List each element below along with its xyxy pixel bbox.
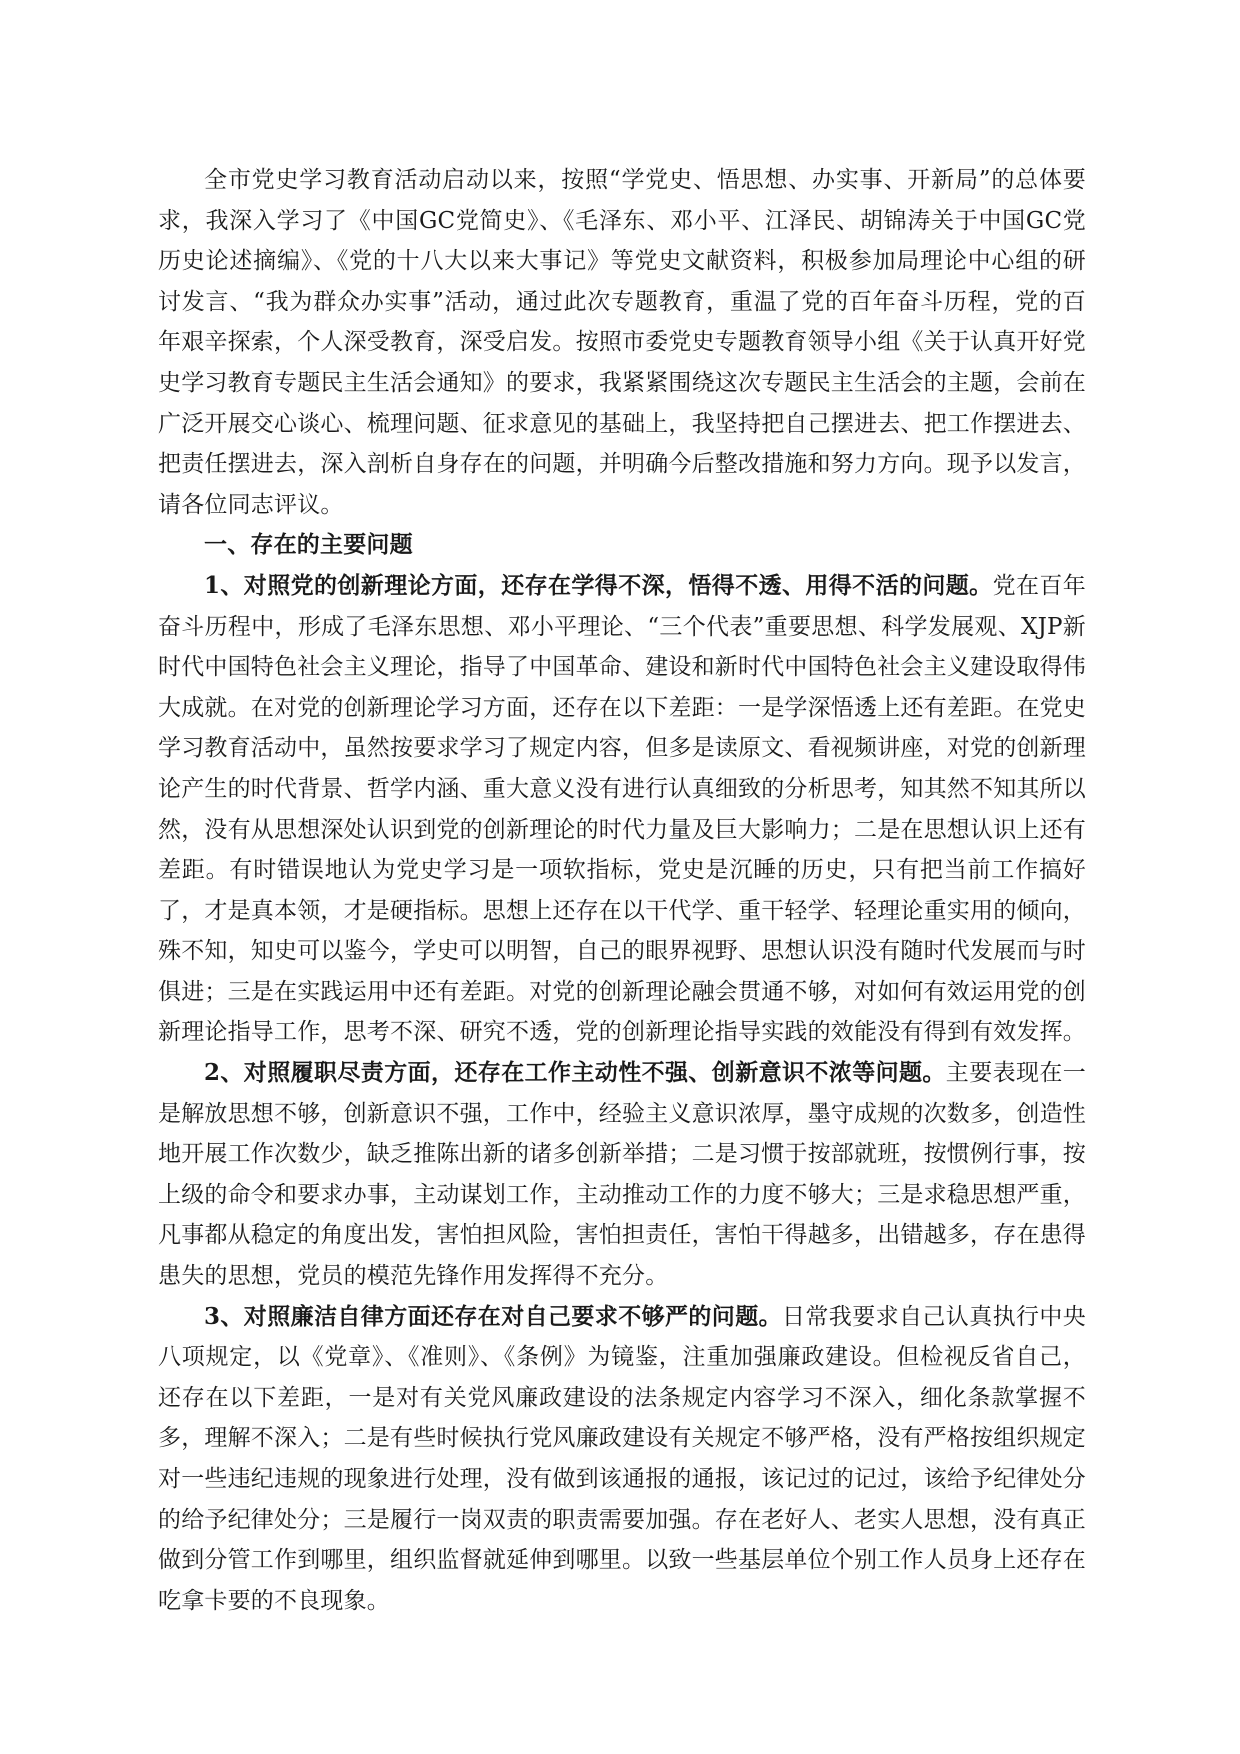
item-body-2: 主要表现在一是解放思想不够，创新意识不强，工作中，经验主义意识浓厚，墨守成规的次数多，创造性地开展工作次数少，缺乏推陈出新的诸多创新举措；二是习惯于按部就班，按惯例行事，按上级的命令和要求办事，主动谋划工作，主动推动工作的力度不够大；三是求稳思想严重，凡事都从稳定的角度出发，害怕担风险，害怕担责任，害怕干得越多，出错越多，存在患得患失的思想，党员的模范先锋作用发挥得不充分。 [158, 1060, 1086, 1290]
item-paragraph-1 [158, 566, 1086, 1053]
item-body-1: 党在百年奋斗历程中，形成了毛泽东思想、邓小平理论、“三个代表”重要思想、科学发展观、XJP新时代中国特色社会主义理论，指导了中国革命、建设和新时代中国特色社会主义建设取得伟大成就。在对党的创新理论学习方面，还存在以下差距：一是学深悟透上还有差距。在党史学习教育活动中，虽然按要求学习了规定内容，但多是读原文、看视频讲座，对党的创新理论产生的时代背景、哲学内涵、重大意义没有进行认真细致的分析思考，知其然不知其所以然，没有从思想深处认识到党的创新理论的时代力量及巨大影响力；二是在思想认识上还有差距。有时错误地认为党史学习是一项软指标，党史是沉睡的历史，只有把当前工作搞好了，才是真本领，才是硬指标。思想上还存在以干代学、重干轻学、轻理论重实用的倾向，殊不知，知史可以鉴今，学史可以明智，自己的眼界视野、思想认识没有随时代发展而与时俱进；三是在实践运用中还有差距。对党的创新理论融会贯通不够，对如何有效运用党的创新理论指导工作，思考不深、研究不透，党的创新理论指导实践的效能没有得到有效发挥。 [158, 572, 1086, 1046]
item-paragraph-3 [158, 1297, 1086, 1622]
document-body [158, 160, 1086, 1621]
item-paragraph-2 [158, 1053, 1086, 1297]
item-lead-1: 1、对照党的创新理论方面，还存在学得不深，悟得不透、用得不活的问题。 [204, 571, 993, 599]
intro-paragraph: 全市党史学习教育活动启动以来，按照“学党史、悟思想、办实事、开新局”的总体要求，我深入学习了《中国GC党简史》、《毛泽东、邓小平、江泽民、胡锦涛关于中国GC党历史论述摘编》、《党的十八大以来大事记》等党史文献资料，积极参加局理论中心组的研讨发言、“我为群众办实事”活动，通过此次专题教育，重温了党的百年奋斗历程，党的百年艰辛探索，个人深受教育，深受启发。按照市委党史专题教育领导小组《关于认真开好党史学习教育专题民主生活会通知》的要求，我紧紧围绕这次专题民主生活会的主题，会前在广泛开展交心谈心、梳理问题、征求意见的基础上，我坚持把自己摆进去、把工作摆进去、把责任摆进去，深入剖析自身存在的问题，并明确今后整改措施和努力方向。现予以发言，请各位同志评议。 [158, 167, 1086, 518]
item-body-3: 日常我要求自己认真执行中央八项规定，以《党章》、《准则》、《条例》为镜鉴，注重加强廉政建设。但检视反省自己，还存在以下差距，一是对有关党风廉政建设的法条规定内容学习不深入，细化条款掌握不多，理解不深入；二是有些时候执行党风廉政建设有关规定不够严格，没有严格按组织规定对一些违纪违规的现象进行处理，没有做到该通报的通报，该记过的记过，该给予纪律处分的给予纪律处分；三是履行一岗双责的职责需要加强。存在老好人、老实人思想，没有真正做到分管工作到哪里，组织监督就延伸到哪里。以致一些基层单位个别工作人员身上还存在吃拿卡要的不良现象。 [158, 1303, 1086, 1614]
item-lead-2: 2、对照履职尽责方面，还存在工作主动性不强、创新意识不浓等问题。 [204, 1059, 946, 1087]
section-heading: 一、存在的主要问题 [204, 531, 413, 559]
item-lead-3: 3、对照廉洁自律方面还存在对自己要求不够严的问题。 [204, 1302, 782, 1330]
